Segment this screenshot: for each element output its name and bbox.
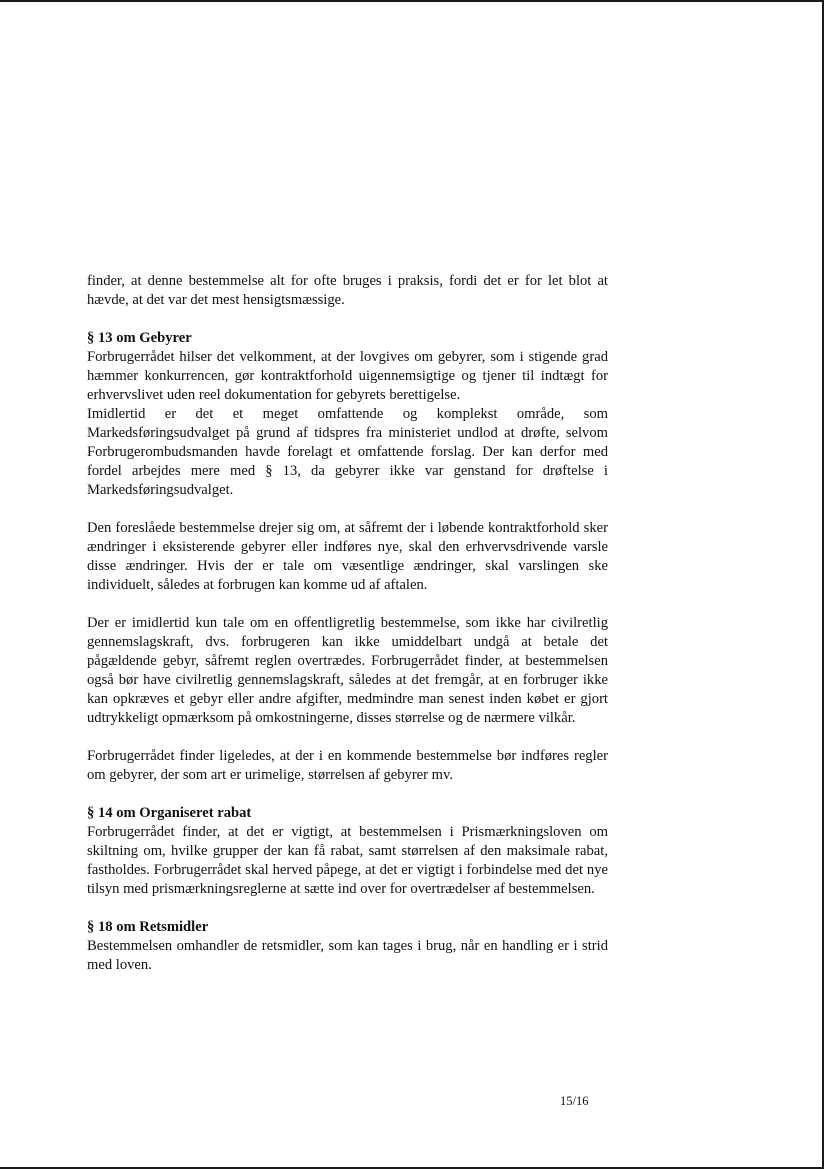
paragraph-spacer [87, 595, 608, 614]
section-13-gebyrer [87, 329, 608, 785]
section-heading: § 14 om Organiseret rabat [87, 805, 252, 821]
section-paragraph: Bestemmelsen omhandler de retsmidler, som kan tages i brug, når en handling er i strid med loven. [87, 938, 608, 973]
paragraph-spacer [87, 500, 608, 519]
section-14-organiseret-rabat [87, 804, 608, 899]
section-paragraph: Imidlertid er det et meget omfattende og komplekst område, som Markedsføringsudvalget på grund af tidspres fra ministeriet undlod at drøfte, selvom Forbrugerombudsmanden havde forelagt et omfattende forslag. Der kan derfor med fordel arbejdes mere med § 13, da gebyrer ikke var genstand for drøftelse i Markedsføringsudvalget. [87, 406, 608, 498]
section-18-retsmidler [87, 918, 608, 975]
section-paragraph: Forbrugerrådet finder, at det er vigtigt, at bestemmelsen i Prismærkningsloven om skiltning om, hvilke grupper der kan få rabat, samt størrelsen af den maksimale rabat, fastholdes. Forbrugerrådet skal herved påpege, at det er vigtigt i forbindelse med det nye tilsyn med prismærkningsreglerne at sætte ind over for overtrædelser af bestemmelsen. [87, 824, 608, 897]
section-paragraph: Der er imidlertid kun tale om en offentligretlig bestemmelse, som ikke har civilretlig gennemslagskraft, dvs. forbrugeren kan ikke umiddelbart undgå at betale det pågældende gebyr, såfremt reglen overtrædes. Forbrugerrådet finder, at bestemmelsen også bør have civilretlig gennemslagskraft, således at det fremgår, at en forbruger ikke kan opkræves et gebyr eller andre afgifter, medmindre man senest inden købet er gjort udtrykkeligt opmærksom på omkostningerne, disses størrelse og de nærmere vilkår. [87, 615, 608, 726]
paragraph-spacer [87, 310, 608, 329]
paragraph-spacer [87, 899, 608, 918]
page-number: 15/16 [560, 1094, 589, 1108]
section-paragraph: Forbrugerrådet hilser det velkomment, at der lovgives om gebyrer, som i stigende grad hæmmer konkurrencen, gør kontraktforhold uigennemsigtige og tjener til indtægt for erhvervslivet uden reel dokumentation for gebyrets berettigelse. [87, 349, 608, 403]
section-paragraph: Den foreslåede bestemmelse drejer sig om, at såfremt der i løbende kontraktforhold sker ændringer i eksisterende gebyrer eller indføres nye, skal den erhvervsdrivende varsle disse ændringer. Hvis der er tale om væsentlige ændringer, skal varslingen ske individuelt, således at forbrugen kan komme ud af aftalen. [87, 520, 608, 593]
paragraph-spacer [87, 785, 608, 804]
document-body [87, 272, 608, 975]
section-heading: § 13 om Gebyrer [87, 330, 192, 346]
intro-paragraph: finder, at denne bestemmelse alt for ofte bruges i praksis, fordi det er for let blot at hævde, at det var det mest hensigtsmæssige. [87, 273, 608, 308]
paragraph-spacer [87, 728, 608, 747]
section-heading: § 18 om Retsmidler [87, 919, 209, 935]
scan-border-top [0, 0, 824, 2]
section-paragraph: Forbrugerrådet finder ligeledes, at der i en kommende bestemmelse bør indføres regler om gebyrer, der som art er urimelige, størrelsen af gebyrer mv. [87, 748, 608, 783]
